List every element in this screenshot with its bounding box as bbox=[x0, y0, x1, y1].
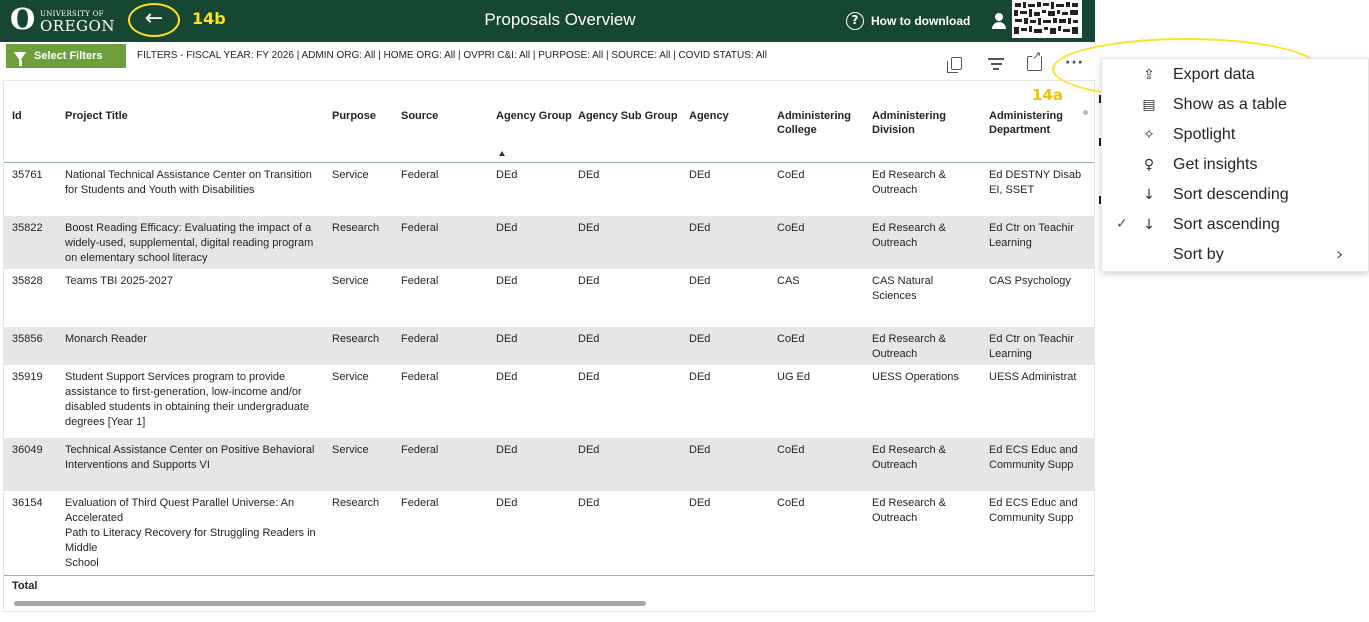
cell-source: Federal bbox=[401, 444, 439, 456]
cell-id: 36049 bbox=[12, 444, 43, 456]
cell-purpose: Service bbox=[332, 371, 369, 383]
cell-department: CAS Psychology bbox=[989, 275, 1071, 287]
table-row[interactable] bbox=[4, 491, 1095, 573]
menu-item-label: Sort by bbox=[1173, 246, 1224, 263]
cell-agency: DEd bbox=[689, 333, 711, 345]
cell-purpose: Research bbox=[332, 333, 380, 345]
export-data-icon: ⇪ bbox=[1143, 67, 1155, 83]
cell-purpose: Research bbox=[332, 222, 380, 234]
cell-division: Ed Research & Outreach bbox=[872, 444, 946, 471]
cell-project-title: National Technical Assistance Center on Transition for Students and Youth with Disabilities bbox=[65, 169, 312, 196]
cell-id: 35856 bbox=[12, 333, 43, 345]
table-row[interactable] bbox=[4, 438, 1095, 491]
cell-project-title: Monarch Reader bbox=[65, 333, 147, 345]
cell-college: UG Ed bbox=[777, 371, 811, 383]
proposals-table bbox=[3, 80, 1095, 612]
menu-item-label: Export data bbox=[1173, 66, 1255, 83]
cell-project-title: Evaluation of Third Quest Parallel Universe: An Accelerated Path to Literacy Recovery for Struggling Readers in Middle School bbox=[65, 497, 316, 569]
how-to-download-button[interactable] bbox=[846, 11, 970, 31]
cell-agency-group: DEd bbox=[496, 333, 518, 345]
cell-project-title: Student Support Services program to provide assistance to first-generation, low-income and/or disabled students in obtaining their undergraduate degrees [Year 1] bbox=[65, 371, 310, 428]
sort-ascending-icon: ↓ bbox=[1143, 217, 1155, 233]
menu-item-get-insights[interactable] bbox=[1102, 150, 1369, 180]
cell-college: CoEd bbox=[777, 497, 805, 509]
cell-agency: DEd bbox=[689, 444, 711, 456]
horizontal-scrollbar[interactable] bbox=[14, 601, 646, 606]
filter-bar bbox=[0, 42, 1095, 70]
table-row[interactable] bbox=[4, 163, 1095, 216]
cell-department: Ed Ctr on Teachir Learning bbox=[989, 222, 1074, 249]
how-to-download-label: How to download bbox=[871, 14, 971, 28]
cell-source: Federal bbox=[401, 169, 439, 181]
cell-department: Ed DESTNY Disab EI, SSET bbox=[989, 169, 1082, 196]
sort-ascending-indicator-icon bbox=[499, 151, 505, 156]
column-header-id[interactable]: Id bbox=[12, 110, 22, 122]
table-row[interactable] bbox=[4, 269, 1095, 327]
cell-source: Federal bbox=[401, 333, 439, 345]
app-header bbox=[0, 0, 1095, 42]
cell-agency-sub-group: DEd bbox=[578, 333, 600, 345]
menu-item-export-data[interactable] bbox=[1102, 60, 1369, 90]
cell-agency: DEd bbox=[689, 275, 711, 287]
cell-agency: DEd bbox=[689, 497, 711, 509]
column-header-source[interactable]: Source bbox=[401, 110, 439, 122]
cell-department: Ed ECS Educ and Community Supp bbox=[989, 444, 1078, 471]
table-row[interactable] bbox=[4, 327, 1095, 365]
cell-agency: DEd bbox=[689, 222, 711, 234]
cell-division: CAS Natural Sciences bbox=[872, 275, 934, 302]
cell-agency-group: DEd bbox=[496, 222, 518, 234]
active-filters-summary: FILTERS - FISCAL YEAR: FY 2026 | ADMIN ORG: All | HOME ORG: All | OVPRI C&I: All | PURPOSE: All | SOURCE: All | COVID STATUS: All bbox=[137, 50, 767, 61]
total-row bbox=[4, 575, 1095, 595]
cell-department: UESS Administrat bbox=[989, 371, 1077, 383]
table-header bbox=[4, 81, 1095, 163]
back-button[interactable] bbox=[128, 3, 180, 37]
cell-purpose: Service bbox=[332, 275, 369, 287]
chevron-right-icon: › bbox=[1336, 244, 1344, 265]
cell-division: Ed Research & Outreach bbox=[872, 222, 946, 249]
cell-id: 36154 bbox=[12, 497, 43, 509]
cell-agency-sub-group: DEd bbox=[578, 371, 600, 383]
cell-agency-sub-group: DEd bbox=[578, 169, 600, 181]
menu-item-sort-descending[interactable] bbox=[1102, 180, 1369, 210]
menu-item-spotlight[interactable] bbox=[1102, 120, 1369, 150]
table-icon: ▤ bbox=[1142, 97, 1156, 113]
cell-department: Ed ECS Educ and Community Supp bbox=[989, 497, 1078, 524]
menu-item-show-as-table[interactable] bbox=[1102, 90, 1369, 120]
cell-division: UESS Operations bbox=[872, 371, 959, 383]
column-header-agency[interactable]: Agency bbox=[689, 110, 729, 122]
cell-division: Ed Research & Outreach bbox=[872, 497, 946, 524]
menu-item-sort-ascending[interactable] bbox=[1102, 210, 1369, 240]
cell-agency-group: DEd bbox=[496, 169, 518, 181]
cell-source: Federal bbox=[401, 371, 439, 383]
filter-funnel-icon bbox=[14, 52, 26, 61]
arrow-left-icon: ← bbox=[144, 6, 164, 31]
cell-college: CoEd bbox=[777, 333, 805, 345]
cell-department: Ed Ctr on Teachir Learning bbox=[989, 333, 1074, 360]
qr-code-icon bbox=[1012, 0, 1082, 38]
table-row[interactable] bbox=[4, 365, 1095, 438]
callout-14a: 14a bbox=[1032, 86, 1063, 104]
more-options-menu bbox=[1101, 58, 1369, 272]
cell-college: CoEd bbox=[777, 222, 805, 234]
cell-project-title: Boost Reading Efficacy: Evaluating the impact of a widely-used, supplemental, digital reading program on elementary school literacy bbox=[65, 222, 314, 264]
user-icon[interactable] bbox=[991, 13, 1007, 29]
column-header-agency-sub-group[interactable]: Agency Sub Group bbox=[578, 110, 678, 122]
spotlight-icon: ✧ bbox=[1143, 127, 1155, 143]
cell-agency-sub-group: DEd bbox=[578, 222, 600, 234]
cell-id: 35919 bbox=[12, 371, 43, 383]
menu-item-label: Sort ascending bbox=[1173, 216, 1280, 233]
cell-id: 35761 bbox=[12, 169, 43, 181]
column-header-agency-group[interactable]: Agency Group bbox=[496, 110, 572, 122]
callout-14b: 14b bbox=[192, 9, 226, 28]
cell-id: 35828 bbox=[12, 275, 43, 287]
vertical-scroll-thumb[interactable] bbox=[1083, 110, 1088, 115]
page-title: Proposals Overview bbox=[484, 10, 636, 29]
lightbulb-icon: ♀ bbox=[1143, 157, 1155, 173]
select-filters-label: Select Filters bbox=[34, 50, 103, 62]
cell-agency-group: DEd bbox=[496, 371, 518, 383]
column-header-administering-department[interactable]: Administering Department bbox=[989, 110, 1063, 136]
total-label: Total bbox=[12, 580, 38, 592]
cell-agency-group: DEd bbox=[496, 497, 518, 509]
table-body bbox=[4, 163, 1095, 573]
focus-mode-icon[interactable] bbox=[1027, 56, 1042, 71]
column-header-administering-division[interactable]: Administering Division bbox=[872, 110, 946, 136]
sort-descending-icon: ↓ bbox=[1143, 187, 1155, 203]
cell-source: Federal bbox=[401, 275, 439, 287]
checkmark-icon: ✓ bbox=[1116, 216, 1128, 232]
filter-lines-icon[interactable] bbox=[988, 58, 1004, 70]
cell-source: Federal bbox=[401, 222, 439, 234]
cell-purpose: Service bbox=[332, 444, 369, 456]
menu-item-label: Sort descending bbox=[1173, 186, 1289, 203]
select-filters-button[interactable] bbox=[6, 44, 126, 68]
copy-visual-icon[interactable] bbox=[951, 57, 962, 70]
column-header-project-title[interactable]: Project Title bbox=[65, 110, 128, 122]
table-row[interactable] bbox=[4, 216, 1095, 269]
cell-agency-group: DEd bbox=[496, 444, 518, 456]
cell-purpose: Research bbox=[332, 497, 380, 509]
cell-purpose: Service bbox=[332, 169, 369, 181]
cell-project-title: Teams TBI 2025-2027 bbox=[65, 275, 174, 287]
column-header-purpose[interactable]: Purpose bbox=[332, 110, 377, 122]
cell-agency: DEd bbox=[689, 371, 711, 383]
cell-project-title: Technical Assistance Center on Positive Behavioral Interventions and Supports VI bbox=[65, 444, 315, 471]
logo-university-text: UNIVERSITY OF bbox=[40, 10, 104, 18]
menu-item-label: Spotlight bbox=[1173, 126, 1236, 143]
logo-mark: O bbox=[10, 2, 36, 36]
menu-item-label: Get insights bbox=[1173, 156, 1258, 173]
cell-college: CoEd bbox=[777, 169, 805, 181]
logo-oregon-text: OREGON bbox=[40, 17, 115, 35]
cell-division: Ed Research & Outreach bbox=[872, 169, 946, 196]
cell-agency-sub-group: DEd bbox=[578, 275, 600, 287]
menu-item-label: Show as a table bbox=[1173, 96, 1287, 113]
cell-agency-sub-group: DEd bbox=[578, 444, 600, 456]
help-icon: ? bbox=[846, 12, 864, 30]
menu-item-sort-by[interactable] bbox=[1102, 240, 1369, 270]
cell-college: CoEd bbox=[777, 444, 805, 456]
column-header-administering-college[interactable]: Administering College bbox=[777, 110, 851, 136]
cell-source: Federal bbox=[401, 497, 439, 509]
cell-division: Ed Research & Outreach bbox=[872, 333, 946, 360]
cell-agency: DEd bbox=[689, 169, 711, 181]
cell-agency-sub-group: DEd bbox=[578, 497, 600, 509]
cell-agency-group: DEd bbox=[496, 275, 518, 287]
cell-college: CAS bbox=[777, 275, 800, 287]
cell-id: 35822 bbox=[12, 222, 43, 234]
more-options-button[interactable]: ··· bbox=[1065, 55, 1084, 71]
